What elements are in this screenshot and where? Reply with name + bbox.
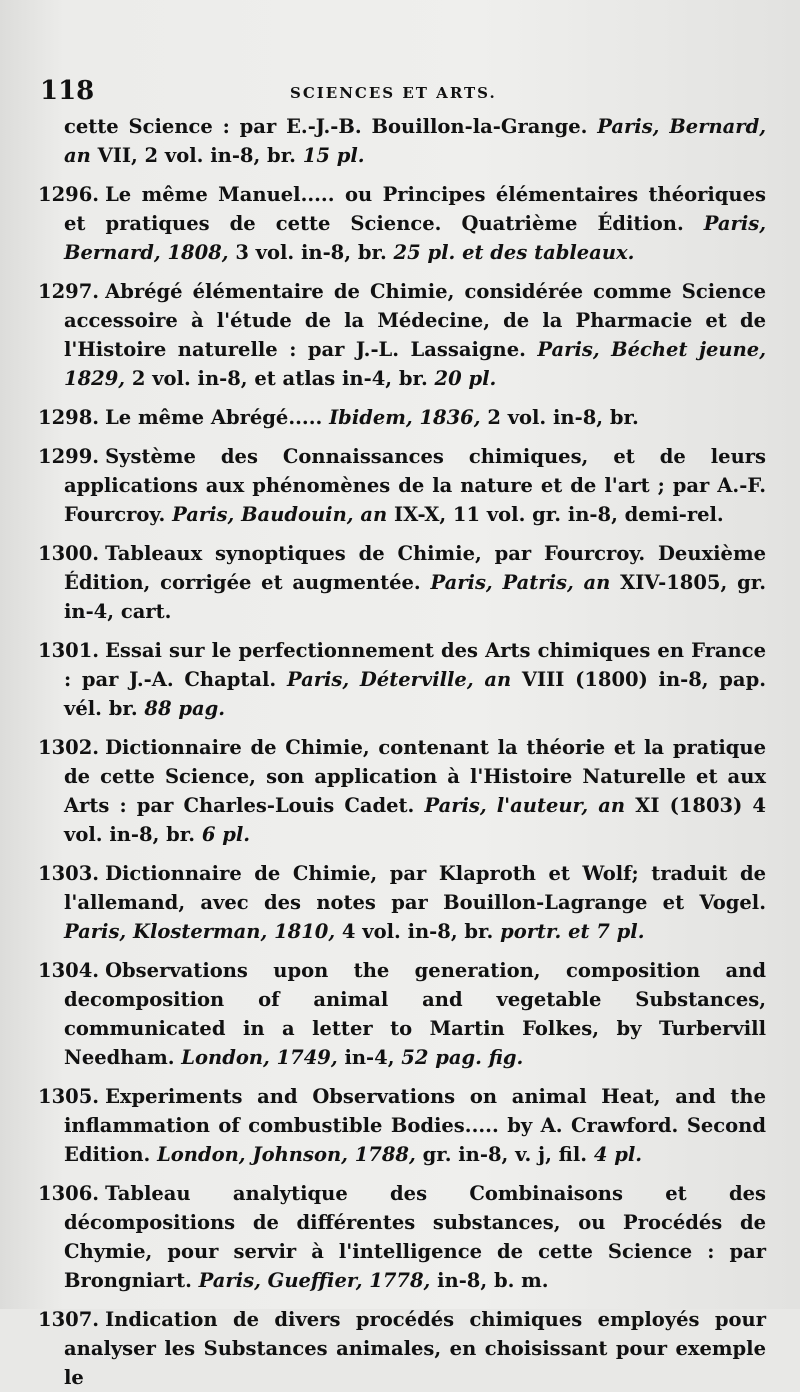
entry-text: Tableaux synoptiques de Chimie, par Fourcroy. Deuxième Édition, corrigée et augmentée. (64, 542, 766, 594)
entry-details: XIV-1805, gr. in-4, cart. (64, 571, 766, 623)
entry-plates: 88 pag. (144, 697, 226, 720)
entry-imprint: London, Johnson, 1788, (157, 1143, 416, 1166)
catalogue-entry (38, 180, 766, 267)
entry-imprint: Paris, Béchet jeune, 1829, (64, 338, 766, 390)
entry-number: 1305. (38, 1085, 100, 1108)
catalogue-entry (38, 1082, 766, 1169)
entry-details: 2 vol. in-8, et atlas in-4, br. (125, 367, 435, 390)
entry-details: gr. in-8, v. j, fil. (415, 1143, 594, 1166)
entry-text: Abrégé élémentaire de Chimie, considérée comme Science accessoire à l'étude de la Médecine, de la Pharmacie et de l'Histoire naturelle : par J.-L. Lassaigne. (64, 280, 766, 361)
entry-plates: 6 pl. (201, 823, 251, 846)
entry-details: IX-X, 11 vol. gr. in-8, demi-rel. (387, 503, 724, 526)
entry-plates: 25 pl. et des tableaux. (393, 241, 635, 264)
catalogue-entry (38, 733, 766, 849)
catalogue-entry (38, 636, 766, 723)
entry-number: 1301. (38, 639, 100, 662)
entry-text: Tableau analytique des Combinaisons et des décompositions de différentes substances, ou Procédés de Chymie, pour servir à l'intelligence de cette Science : par Brongniart. (64, 1182, 766, 1292)
entry-text: Le même Manuel..... ou Principes élémentaires théoriques et pratiques de cette Science. Quatrième Édition. (64, 183, 766, 235)
entry-plates: 15 pl. (302, 144, 365, 167)
entry-imprint: Paris, Déterville, an (286, 668, 512, 691)
entry-text: Indication de divers procédés chimiques employés pour analyser les Substances animales, en choisissant pour exemple le (64, 1308, 766, 1389)
entry-text: Experiments and Observations on animal Heat, and the inflammation of combustible Bodies..... by A. Crawford. Second Edition. (64, 1085, 766, 1166)
entry-details: VII, 2 vol. in-8, br. (90, 144, 303, 167)
continued-entry (64, 112, 766, 170)
entry-plates: 52 pag. fig. (401, 1046, 524, 1069)
entry-plates: portr. et 7 pl. (500, 920, 645, 943)
catalogue-entry (38, 859, 766, 946)
entry-imprint: Paris, Klosterman, 1810, (64, 920, 336, 943)
catalogue-body (38, 112, 766, 1392)
entry-text: Le même Abrégé..... (105, 406, 330, 429)
entry-imprint: London, 1749, (181, 1046, 338, 1069)
catalogue-entry (38, 1179, 766, 1295)
entry-plates: 20 pl. (434, 367, 497, 390)
entry-number: 1306. (38, 1182, 100, 1205)
entry-details: 3 vol. in-8, br. (228, 241, 394, 264)
entry-imprint: Paris, Gueffier, 1778, (198, 1269, 431, 1292)
entry-plates: 4 pl. (593, 1143, 643, 1166)
entry-number: 1296. (38, 183, 100, 206)
entry-number: 1299. (38, 445, 100, 468)
entry-number: 1304. (38, 959, 100, 982)
entry-text: cette Science : par E.-J.-B. Bouillon-la-Grange. (64, 115, 598, 138)
catalogue-entry (38, 1305, 766, 1392)
entry-imprint: Paris, l'auteur, an (424, 794, 626, 817)
entry-details: XI (1803) 4 vol. in-8, br. (64, 794, 766, 846)
entry-number: 1307. (38, 1308, 100, 1331)
entry-details: 2 vol. in-8, br. (480, 406, 639, 429)
entry-text: Observations upon the generation, composition and decomposition of animal and vegetable Substances, communicated in a letter to Martin Folkes, by Turbervill Needham. (64, 959, 766, 1069)
entry-text: Essai sur le perfectionnement des Arts chimiques en France : par J.-A. Chaptal. (64, 639, 766, 691)
entry-number: 1302. (38, 736, 100, 759)
page-number: 118 (40, 76, 95, 106)
page-header (40, 76, 760, 106)
catalogue-entry (38, 539, 766, 626)
catalogue-entry (38, 442, 766, 529)
entry-number: 1303. (38, 862, 100, 885)
entry-imprint: Paris, Patris, an (430, 571, 611, 594)
entry-number: 1297. (38, 280, 100, 303)
entry-details: VIII (1800) in-8, pap. vél. br. (64, 668, 766, 720)
entry-text: Système des Connaissances chimiques, et de leurs applications aux phénomènes de la nature et de l'art ; par A.-F. Fourcroy. (64, 445, 766, 526)
entry-details: in-4, (337, 1046, 402, 1069)
catalogue-entry (38, 403, 766, 432)
entry-details: in-8, b. m. (430, 1269, 549, 1292)
entry-imprint: Ibidem, 1836, (329, 406, 481, 429)
entry-imprint: Paris, Bernard, 1808, (64, 212, 766, 264)
running-head: SCIENCES ET ARTS. (290, 84, 497, 102)
entry-imprint: Paris, Bernard, an (64, 115, 766, 167)
entry-text: Dictionnaire de Chimie, contenant la théorie et la pratique de cette Science, son application à l'Histoire Naturelle et aux Arts : par Charles-Louis Cadet. (64, 736, 766, 817)
entry-number: 1298. (38, 406, 100, 429)
catalogue-entry (38, 277, 766, 393)
entry-imprint: Paris, Baudouin, an (172, 503, 388, 526)
entry-text: Dictionnaire de Chimie, par Klaproth et Wolf; traduit de l'allemand, avec des notes par Bouillon-Lagrange et Vogel. (64, 862, 766, 914)
entry-details: 4 vol. in-8, br. (335, 920, 501, 943)
catalogue-entry (38, 956, 766, 1072)
entry-number: 1300. (38, 542, 100, 565)
